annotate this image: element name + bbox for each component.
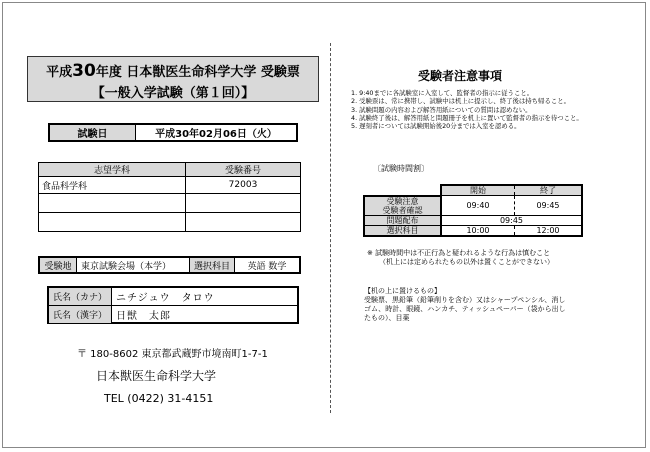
department-table — [38, 162, 301, 232]
university-name: 日本獣医生命科学大学 — [96, 369, 217, 383]
kana-label: 氏名（カナ） — [49, 288, 112, 305]
schedule-table — [363, 184, 583, 237]
notice-item: 4. 試験終了後は、解答用紙と問題冊子を机上に置いて監督者の指示を待つこと。 — [351, 113, 583, 122]
exam-date-box — [48, 123, 298, 142]
schedule-row-label — [364, 196, 441, 216]
subject-label: 選択科目 — [190, 258, 235, 272]
empty-cell — [39, 213, 186, 232]
cut-line — [330, 43, 331, 413]
notice-item: 1. 9:40までに各試験室に入室して、監督者の指示に従うこと。 — [351, 89, 534, 97]
ticket-subtitle: 【一般入学試験（第１回）】 — [91, 86, 255, 101]
schedule-start-header: 開始 — [441, 185, 515, 196]
subject-value: 英語 数学 — [247, 261, 287, 272]
row1-label-a: 受験注意 — [386, 196, 419, 206]
schedule-end-header: 終了 — [515, 185, 583, 196]
notice-item: 2. 受験票は、常に携帯し、試験中は机上に提示し、終了後は持ち帰ること。 — [351, 97, 571, 106]
row1-start: 09:40 — [441, 196, 515, 216]
schedule-corner — [364, 185, 441, 196]
row3-end: 12:00 — [515, 225, 583, 236]
number-header: 受験番号 — [186, 163, 301, 177]
allowed-items-line: 受験票、黒鉛筆（鉛筆削りを含む）又はシャープペンシル、消し — [364, 296, 566, 304]
exam-date-label: 試験日 — [50, 125, 136, 140]
exam-date-value: 平成30年02月06日（火） — [155, 129, 277, 140]
dept-header: 志望学科 — [39, 163, 186, 177]
notice-item: 5. 遅刻者については試験開始後20分までは入室を認める。 — [351, 122, 521, 131]
title-year: 30 — [72, 61, 96, 81]
row2-label: 問題配布 — [364, 215, 441, 225]
notice-list — [351, 89, 583, 130]
ticket-title — [28, 61, 318, 81]
caution-line: ※ 試験時間中は不正行為と疑われるような行為は慎むこと — [367, 249, 551, 257]
university-address: 〒 180-8602 東京都武蔵野市境南町1-7-1 — [77, 349, 268, 360]
row3-start: 10:00 — [441, 225, 515, 236]
university-tel: TEL (0422) 31-4151 — [104, 392, 214, 405]
kanji-label: 氏名（漢字） — [49, 306, 112, 323]
title-rest: 年度 日本獣医生命科学大学 受験票 — [95, 65, 300, 80]
admission-ticket-sheet — [2, 2, 646, 448]
caution-note — [367, 249, 554, 267]
allowed-items-line: ゴム、時計、眼鏡、ハンカチ、ティッシュペーパー（袋から出し — [364, 305, 566, 313]
notice-item: 3. 試験問題の内容および解答用紙についての質問は認めない。 — [351, 105, 532, 114]
row1-end: 09:45 — [515, 196, 583, 216]
ticket-title-box — [27, 56, 319, 102]
empty-cell — [186, 213, 301, 232]
venue-value: 東京試験会場（本学） — [77, 258, 190, 272]
schedule-title: 〔試験時間割〕 — [373, 164, 429, 173]
kanji-value: 日獣 太郎 — [116, 311, 171, 322]
caution-line: （机上には定められたもの以外は置くことができない） — [379, 258, 554, 266]
department-value: 食品科学科 — [39, 177, 186, 194]
empty-cell — [39, 194, 186, 213]
allowed-items-line: たもの）、目薬 — [364, 314, 410, 322]
allowed-items-title: 【机の上に置けるもの】 — [364, 287, 441, 295]
row1-label-b: 受験者確認 — [382, 205, 423, 215]
exam-number-value: 72003 — [186, 177, 301, 194]
notice-title: 受験者注意事項 — [418, 69, 503, 83]
row3-label: 選択科目 — [364, 225, 441, 236]
venue-box — [38, 256, 301, 274]
name-box — [47, 286, 299, 324]
kana-value: ニチジュウ タロウ — [116, 293, 215, 304]
empty-cell — [186, 194, 301, 213]
venue-label: 受験地 — [40, 258, 77, 272]
title-era: 平成 — [46, 65, 73, 80]
allowed-items — [364, 287, 566, 323]
row2-time: 09:45 — [441, 215, 582, 225]
